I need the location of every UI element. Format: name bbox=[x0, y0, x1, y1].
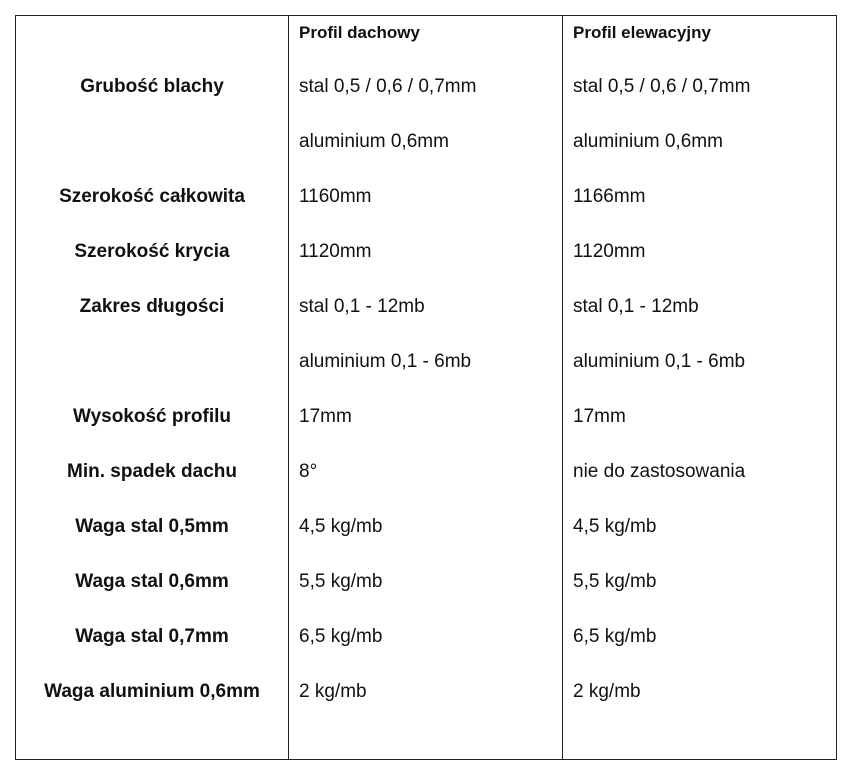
row-value-elewacyjny: 6,5 kg/mb bbox=[573, 626, 657, 647]
row-label: Waga stal 0,7mm bbox=[75, 626, 229, 647]
row-value-elewacyjny: aluminium 0,6mm bbox=[573, 131, 723, 152]
row-label: Zakres długości bbox=[79, 296, 225, 317]
table-row bbox=[16, 555, 836, 609]
row-value-dachowy: 8° bbox=[299, 461, 318, 482]
row-value-dachowy: 1160mm bbox=[299, 186, 372, 207]
row-value-dachowy: 17mm bbox=[299, 406, 352, 427]
table-header-row bbox=[16, 16, 836, 50]
row-value-dachowy: stal 0,5 / 0,6 / 0,7mm bbox=[299, 76, 477, 97]
row-value-dachowy: 6,5 kg/mb bbox=[299, 626, 383, 647]
row-value-elewacyjny: aluminium 0,1 - 6mb bbox=[573, 351, 746, 372]
row-value-elewacyjny: 17mm bbox=[573, 406, 626, 427]
table-row bbox=[16, 500, 836, 554]
table-row bbox=[16, 115, 836, 169]
table-row bbox=[16, 445, 836, 499]
row-value-dachowy: 1120mm bbox=[299, 241, 372, 262]
table-row bbox=[16, 170, 836, 224]
table-row bbox=[16, 335, 836, 389]
row-label: Szerokość całkowita bbox=[59, 186, 245, 207]
row-label: Min. spadek dachu bbox=[67, 461, 237, 482]
row-value-dachowy: 2 kg/mb bbox=[299, 681, 367, 702]
row-label: Waga stal 0,5mm bbox=[75, 516, 229, 537]
row-value-elewacyjny: 4,5 kg/mb bbox=[573, 516, 657, 537]
row-label: Waga aluminium 0,6mm bbox=[44, 681, 260, 702]
spec-table bbox=[15, 15, 837, 760]
row-value-dachowy: stal 0,1 - 12mb bbox=[299, 296, 425, 317]
row-value-dachowy: 4,5 kg/mb bbox=[299, 516, 383, 537]
table-row bbox=[16, 665, 836, 719]
row-value-elewacyjny: stal 0,5 / 0,6 / 0,7mm bbox=[573, 76, 751, 97]
row-label: Grubość blachy bbox=[80, 76, 224, 97]
row-label bbox=[16, 115, 288, 169]
table-row bbox=[16, 390, 836, 444]
table-row bbox=[16, 610, 836, 664]
row-value-elewacyjny: 5,5 kg/mb bbox=[573, 571, 657, 592]
row-value-elewacyjny: nie do zastosowania bbox=[573, 461, 746, 482]
row-label: Waga stal 0,6mm bbox=[75, 571, 229, 592]
row-value-elewacyjny: stal 0,1 - 12mb bbox=[573, 296, 699, 317]
table-row bbox=[16, 280, 836, 334]
row-label bbox=[16, 335, 288, 389]
header-profil-elewacyjny: Profil elewacyjny bbox=[573, 23, 711, 42]
row-value-elewacyjny: 2 kg/mb bbox=[573, 681, 641, 702]
table-row bbox=[16, 60, 836, 114]
header-profil-dachowy: Profil dachowy bbox=[299, 23, 420, 42]
row-value-dachowy: 5,5 kg/mb bbox=[299, 571, 383, 592]
row-label: Wysokość profilu bbox=[72, 406, 231, 427]
row-label: Szerokość krycia bbox=[74, 241, 230, 262]
table-row bbox=[16, 225, 836, 279]
row-value-dachowy: aluminium 0,6mm bbox=[299, 131, 449, 152]
row-value-dachowy: aluminium 0,1 - 6mb bbox=[299, 351, 472, 372]
row-value-elewacyjny: 1120mm bbox=[573, 241, 646, 262]
row-value-elewacyjny: 1166mm bbox=[573, 186, 646, 207]
